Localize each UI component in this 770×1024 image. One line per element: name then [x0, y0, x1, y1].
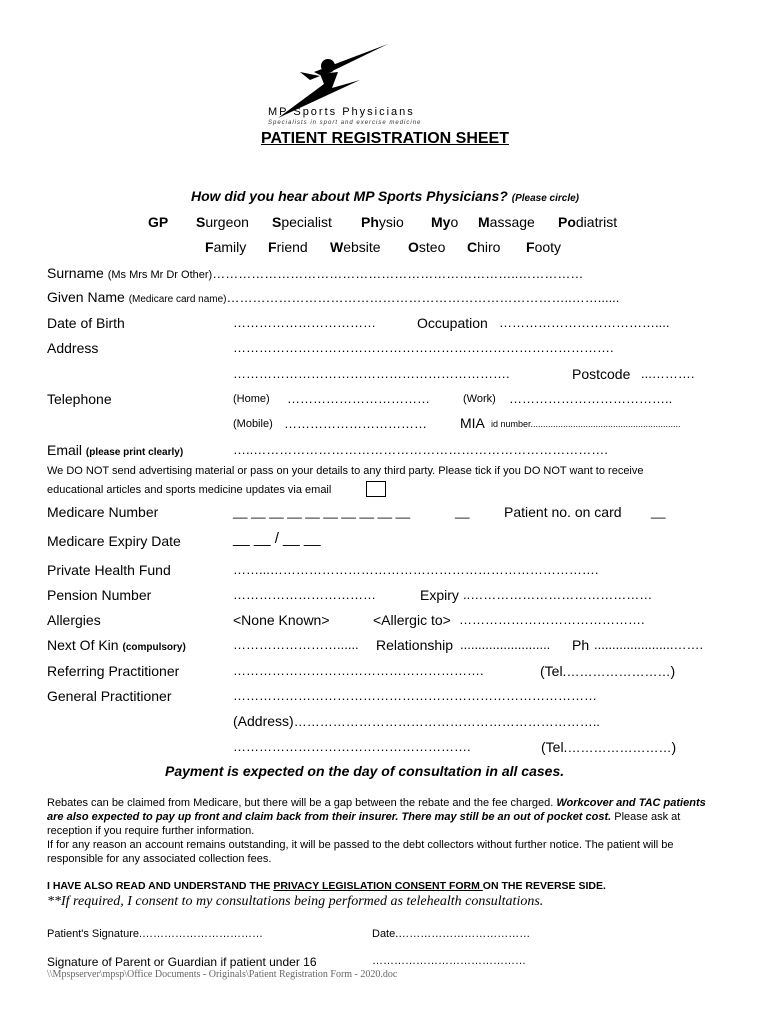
- email-label: Email: [47, 442, 83, 458]
- option-friend[interactable]: [268, 239, 308, 255]
- option-family-bold: F: [205, 239, 214, 255]
- gp-address-field2[interactable]: ……………………………………………….: [233, 739, 471, 754]
- gp-field[interactable]: …………………………………………………………………………: [233, 688, 597, 703]
- referral-question-note: (Please circle): [511, 193, 579, 204]
- email-optout-checkbox[interactable]: [366, 481, 386, 497]
- relationship-field[interactable]: .........................: [460, 637, 551, 652]
- next-of-kin-note: (compulsory): [122, 642, 186, 653]
- option-podiatrist[interactable]: [558, 214, 617, 230]
- pension-label: Pension Number: [47, 587, 152, 603]
- given-name-note: (Medicare card name): [128, 294, 227, 305]
- referral-question-text: How did you hear about MP Sports Physicians?: [190, 188, 508, 204]
- privacy-pre: I HAVE ALSO READ AND UNDERSTAND THE: [47, 880, 274, 892]
- option-website[interactable]: [330, 239, 381, 255]
- gp-address-row: [233, 713, 600, 729]
- patient-no-label: Patient no. on card: [504, 504, 622, 520]
- medicare-number-field[interactable]: __ __ __ __ __ __ __ __ __ __: [233, 504, 411, 519]
- address-label: Address: [47, 340, 99, 356]
- surname-field[interactable]: ……………………………………………………………..……………: [212, 266, 584, 281]
- referral-options-row1: [0, 214, 770, 234]
- option-friend-rest: riend: [276, 239, 308, 255]
- option-footy[interactable]: [526, 239, 561, 255]
- rebates-text2: Workcover and TAC patients are also expected to pay up front and claim back from their insurer. There may still be an out of pocket cost.: [47, 797, 706, 823]
- work-phone-label: (Work): [463, 393, 496, 405]
- mia-label: MIA: [460, 415, 485, 431]
- email-row: [47, 442, 183, 458]
- dob-label: Date of Birth: [47, 315, 125, 331]
- option-chiro-rest: hiro: [477, 239, 501, 255]
- postcode-label: Postcode: [572, 366, 631, 382]
- guardian-signature-label: Signature of Parent or Guardian if patient under 16: [47, 955, 317, 969]
- option-physio-bold: Ph: [361, 214, 379, 230]
- kin-phone-label: Ph: [572, 637, 590, 653]
- option-footy-rest: ooty: [534, 239, 562, 255]
- option-footy-bold: F: [526, 239, 535, 255]
- privacy-post: ON THE REVERSE SIDE.: [482, 880, 606, 892]
- mia-field[interactable]: id number............................................................: [491, 419, 681, 429]
- patient-signature-field[interactable]: .……………………………: [139, 928, 264, 940]
- logo-tagline: Specialists in sport and exercise medicine: [268, 120, 422, 126]
- patient-signature-label: Patient's Signature: [47, 928, 139, 940]
- option-surgeon[interactable]: [196, 214, 249, 230]
- health-fund-label: Private Health Fund: [47, 562, 171, 578]
- option-myo[interactable]: [431, 214, 458, 230]
- relationship-label: Relationship: [376, 637, 454, 653]
- date-field[interactable]: .………………………………: [395, 928, 531, 940]
- health-fund-field[interactable]: ……...………………………………………………………………….: [233, 562, 599, 577]
- next-of-kin-row: [47, 637, 186, 653]
- option-surgeon-bold: S: [196, 214, 206, 230]
- option-website-rest: ebsite: [343, 239, 381, 255]
- kin-phone-field[interactable]: ......................…….: [594, 637, 704, 652]
- privacy-statement: [47, 880, 606, 892]
- option-gp[interactable]: [148, 214, 168, 230]
- medicare-label: Medicare Number: [47, 504, 159, 520]
- option-family-rest: amily: [213, 239, 247, 255]
- option-massage[interactable]: [478, 214, 535, 230]
- given-name-row: [47, 289, 619, 305]
- referral-options-row2: [0, 239, 770, 259]
- date-label: Date: [372, 928, 396, 940]
- none-known-option[interactable]: <None Known>: [233, 612, 330, 628]
- option-massage-rest: assage: [489, 214, 535, 230]
- email-note: (please print clearly): [85, 447, 184, 458]
- option-specialist[interactable]: [272, 214, 332, 230]
- option-osteo-bold: O: [408, 239, 419, 255]
- page-title: PATIENT REGISTRATION SHEET: [260, 130, 509, 147]
- medicare-expiry-field[interactable]: __ __ / __ __: [233, 530, 321, 547]
- gp-address-field[interactable]: ……………………………………………………………..: [293, 714, 600, 729]
- telephone-label: Telephone: [47, 391, 112, 407]
- surname-note: (Ms Mrs Mr Dr Other): [107, 269, 213, 281]
- surname-row: [47, 265, 583, 281]
- referring-field[interactable]: ………………………………………………….: [233, 663, 484, 678]
- medicare-irn-field[interactable]: __: [455, 504, 470, 519]
- occupation-label: Occupation: [417, 315, 488, 331]
- patient-no-field[interactable]: __: [651, 504, 666, 519]
- occupation-field[interactable]: ………………………………....: [499, 315, 670, 330]
- referring-tel-field[interactable]: ……………………: [566, 664, 671, 679]
- home-phone-field[interactable]: ……………………………: [287, 391, 430, 406]
- given-name-label: Given Name: [47, 289, 125, 305]
- advert-notice-line1: We DO NOT send advertising material or pass on your details to any third party. Please tick if you DO NOT want to receive: [47, 465, 644, 477]
- referring-tel: [540, 663, 675, 679]
- option-osteo-rest: steo: [418, 239, 446, 255]
- option-podiatrist-rest: diatrist: [575, 214, 618, 230]
- logo: [268, 42, 510, 126]
- allergic-to-field[interactable]: …………………………………….: [459, 612, 645, 627]
- logo-name: MP Sports Physicians: [268, 106, 415, 118]
- rebates-paragraph: [47, 796, 717, 866]
- surname-label: Surname: [47, 265, 104, 281]
- mobile-field[interactable]: ……………………………: [284, 416, 427, 431]
- option-myo-rest: o: [450, 214, 459, 230]
- referral-question: [0, 188, 770, 204]
- gp-label: General Practitioner: [47, 688, 172, 704]
- option-podiatrist-bold: Po: [558, 214, 576, 230]
- address-field-line2[interactable]: ……………………………………………………….: [233, 366, 510, 381]
- patient-signature-row: [47, 928, 263, 940]
- advert-notice-line2: educational articles and sports medicine updates via email: [47, 484, 332, 496]
- option-osteo[interactable]: [408, 239, 445, 255]
- next-of-kin-field[interactable]: ……………………......: [233, 637, 359, 652]
- referring-label: Referring Practitioner: [47, 663, 180, 679]
- payment-notice: Payment is expected on the day of consultation in all cases.: [165, 763, 565, 779]
- option-website-bold: W: [330, 239, 344, 255]
- option-physio[interactable]: [361, 214, 404, 230]
- next-of-kin-label: Next Of Kin: [47, 637, 119, 653]
- gp-tel-label: (Tel.: [541, 739, 568, 755]
- rebates-text3: Please ask at reception if you require further information.: [47, 811, 681, 837]
- allergies-label: Allergies: [47, 612, 101, 628]
- option-chiro-bold: C: [467, 239, 478, 255]
- privacy-link[interactable]: PRIVACY LEGISLATION CONSENT FORM: [273, 880, 483, 892]
- option-chiro[interactable]: [467, 239, 500, 255]
- postcode-field[interactable]: ...……….: [641, 366, 695, 381]
- gp-tel-close: ): [671, 739, 677, 755]
- email-field[interactable]: …..……………………………………………………………………….: [233, 442, 608, 457]
- option-family[interactable]: [205, 239, 246, 255]
- referring-tel-close: ): [670, 663, 676, 679]
- option-specialist-bold: S: [272, 214, 282, 230]
- referring-tel-label: (Tel.: [540, 663, 567, 679]
- work-phone-field[interactable]: ………………………………..: [509, 391, 673, 406]
- option-myo-bold: My: [431, 214, 451, 230]
- home-phone-label: (Home): [233, 393, 270, 405]
- option-massage-bold: M: [478, 214, 490, 230]
- collection-text: If for any reason an account remains outstanding, it will be passed to the debt collectors without further notice. The patient will be responsible for any associated collection fees.: [47, 839, 674, 865]
- option-specialist-rest: pecialist: [281, 214, 332, 230]
- telehealth-consent: **If required, I consent to my consultations being performed as telehealth consultations.: [47, 894, 544, 909]
- pension-expiry-label: Expiry: [420, 587, 459, 603]
- pension-expiry-field[interactable]: ..……………………………………: [463, 587, 653, 602]
- medicare-expiry-label: Medicare Expiry Date: [47, 533, 181, 549]
- dob-field[interactable]: ……………………………: [233, 315, 376, 330]
- date-row: [372, 928, 530, 940]
- gp-tel-field[interactable]: ……………………: [567, 740, 672, 755]
- gp-address-label: (Address): [233, 713, 294, 729]
- address-field-line1[interactable]: …………………………………………………………………………….: [233, 340, 614, 355]
- option-friend-bold: F: [268, 239, 277, 255]
- given-name-field[interactable]: ……………………………………………………………………..……......: [226, 290, 620, 305]
- allergic-to-option[interactable]: <Allergic to>: [373, 612, 451, 628]
- rebates-text1: Rebates can be claimed from Medicare, but there will be a gap between the rebate and the fee charged.: [47, 797, 554, 809]
- option-physio-rest: ysio: [378, 214, 404, 230]
- guardian-signature-field[interactable]: ……………………………………: [372, 955, 526, 967]
- option-gp-bold: GP: [148, 214, 169, 230]
- option-surgeon-rest: urgeon: [205, 214, 249, 230]
- pension-field[interactable]: ……………………………: [233, 587, 376, 602]
- gp-tel: [541, 739, 676, 755]
- file-path-footer: \\Mpspserver\mpsp\Office Documents - Originals\Patient Registration Form - 2020.doc: [47, 969, 398, 980]
- mobile-label: (Mobile): [233, 418, 273, 430]
